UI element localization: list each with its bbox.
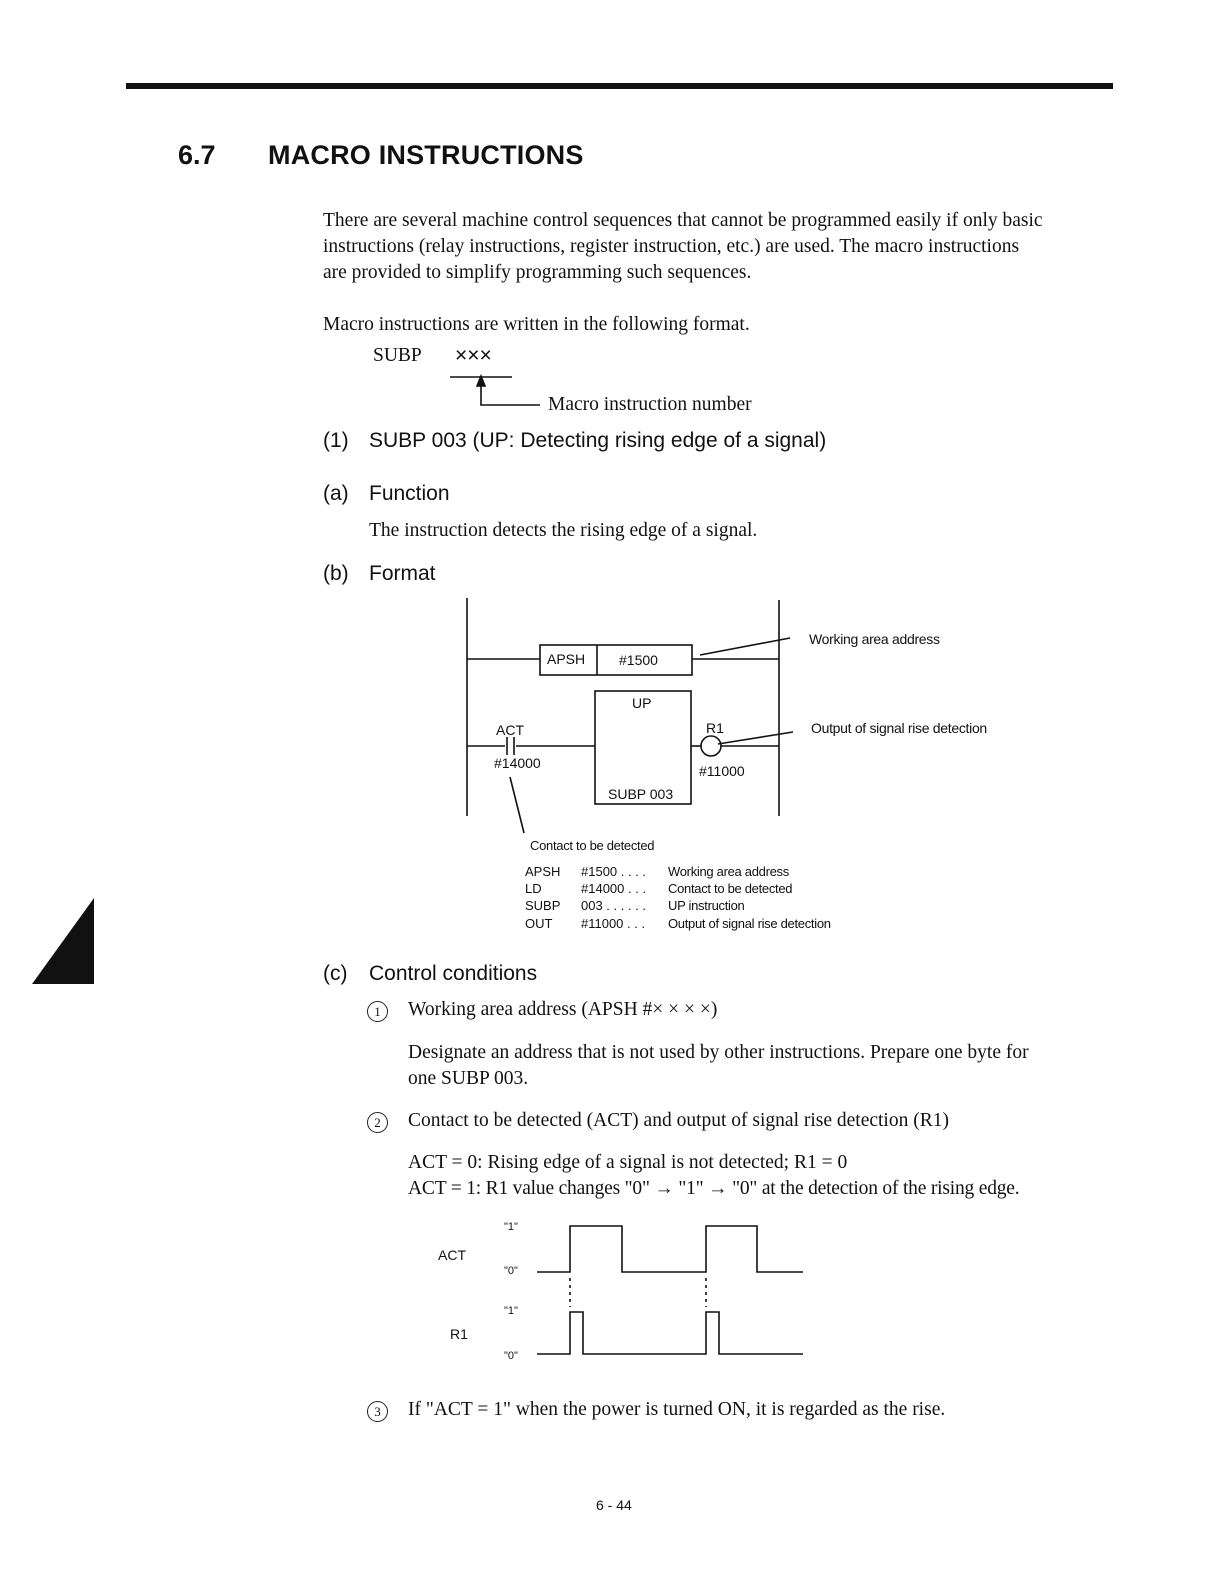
item-c-number: (c) xyxy=(323,962,348,985)
listing-arg: #1500 . . . . xyxy=(581,864,647,879)
cond-1-title: Working area address (APSH #× × × ×) xyxy=(408,999,718,1020)
item-1-number: (1) xyxy=(323,429,349,452)
item-a-heading: Function xyxy=(369,482,450,505)
intro-line-3: are provided to simplify programming such sequences. xyxy=(323,262,752,283)
callout-output-leader xyxy=(718,732,793,744)
coil-address: #11000 xyxy=(699,763,745,779)
section-number: 6.7 xyxy=(178,140,216,170)
listing-arg: 003 . . . . . . xyxy=(581,898,647,913)
format-code-arg: ××× xyxy=(455,344,492,367)
listing-arg: #14000 . . . xyxy=(581,881,647,896)
output-coil-symbol xyxy=(701,736,721,756)
cond-2-title: Contact to be detected (ACT) and output of signal rise detection (R1) xyxy=(408,1110,949,1131)
intro-line-2: instructions (relay instructions, register instruction, etc.) are used. The macro instructions xyxy=(323,236,1020,257)
timing-r1-waveform xyxy=(537,1312,803,1354)
listing-desc: Working area address xyxy=(668,864,789,879)
listing-op: APSH xyxy=(525,864,561,879)
item-a-number: (a) xyxy=(323,482,349,505)
page-number: 6 - 44 xyxy=(596,1497,632,1513)
item-a-text: The instruction detects the rising edge of a signal. xyxy=(369,520,758,541)
format-arg-label: Macro instruction number xyxy=(548,394,752,415)
listing-desc: UP instruction xyxy=(668,898,745,913)
timing-act-label: ACT xyxy=(438,1247,466,1263)
item-c-heading: Control conditions xyxy=(369,962,538,985)
act-label: ACT xyxy=(496,722,524,738)
cond-3-circle-number: 3 xyxy=(367,1401,388,1422)
timing-r1-high: "1" xyxy=(504,1305,518,1317)
cond-2-line-1: ACT = 0: Rising edge of a signal is not detected; R1 = 0 xyxy=(408,1152,848,1173)
section-title: MACRO INSTRUCTIONS xyxy=(268,140,584,170)
function-sub: SUBP 003 xyxy=(608,786,674,802)
callout-contact-leader xyxy=(510,777,524,833)
callout-contact: Contact to be detected xyxy=(530,838,655,853)
timing-r1-label: R1 xyxy=(450,1326,468,1342)
item-b-number: (b) xyxy=(323,562,349,585)
cond-1-text-1: Designate an address that is not used by other instructions. Prepare one byte for xyxy=(408,1042,1029,1063)
listing-desc: Contact to be detected xyxy=(668,881,793,896)
act-address: #14000 xyxy=(494,755,541,771)
intro-line-1: There are several machine control sequences that cannot be programmed easily if only basic xyxy=(323,210,1043,231)
callout-output: Output of signal rise detection xyxy=(811,720,987,736)
listing-op: LD xyxy=(525,881,542,896)
item-1-heading: SUBP 003 (UP: Detecting rising edge of a signal) xyxy=(369,429,827,452)
callout-work-leader xyxy=(700,638,790,655)
cond-1-text-2: one SUBP 003. xyxy=(408,1068,529,1089)
apsh-label: APSH xyxy=(547,651,586,667)
listing-op: SUBP xyxy=(525,898,561,913)
function-name: UP xyxy=(632,695,652,711)
format-intro-text: Macro instructions are written in the following format. xyxy=(323,314,750,335)
cond-3-text: If "ACT = 1" when the power is turned ON, it is regarded as the rise. xyxy=(408,1399,946,1420)
cond-1-circle-number: 1 xyxy=(367,1001,388,1022)
cond-2-line-2: ACT = 1: R1 value changes "0" → "1" → "0" at the detection of the rising edge. xyxy=(408,1178,1020,1199)
listing-desc: Output of signal rise detection xyxy=(668,916,831,931)
listing-op: OUT xyxy=(525,916,553,931)
timing-r1-low: "0" xyxy=(504,1350,518,1362)
cond-2-circle-number: 2 xyxy=(367,1112,388,1133)
listing-arg: #11000 . . . xyxy=(581,916,646,931)
chapter-tab-number: 6 xyxy=(50,916,64,943)
item-b-heading: Format xyxy=(369,562,436,585)
timing-act-low: "0" xyxy=(504,1265,518,1277)
coil-label: R1 xyxy=(706,720,724,736)
format-pointer-line xyxy=(481,378,540,405)
apsh-address: #1500 xyxy=(619,652,658,668)
callout-working-area: Working area address xyxy=(809,631,940,647)
timing-act-high: "1" xyxy=(504,1221,518,1233)
format-code: SUBP xyxy=(373,345,422,366)
timing-act-waveform xyxy=(537,1226,803,1272)
